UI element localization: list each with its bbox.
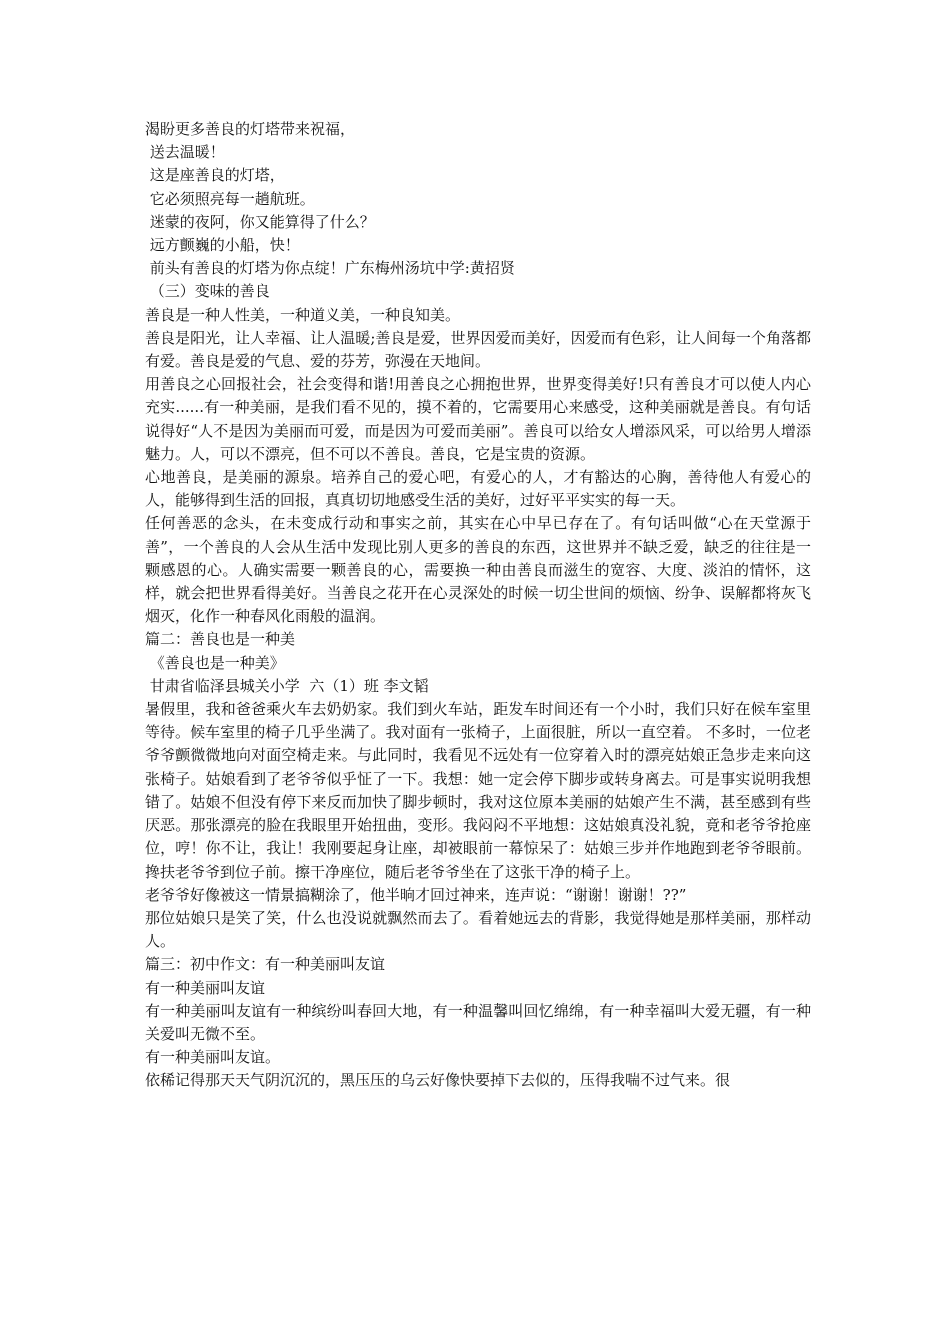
paragraph: 心地善良，是美丽的源泉。培养自己的爱心吧，有爱心的人，才有豁达的心胸，善待他人有爱心的人，能够得到生活的回报，真真切切地感受生活的美好，过好平平实实的每一天。: [145, 468, 811, 510]
poem-line: 这是座善良的灯塔，: [145, 166, 285, 185]
paragraph: 暑假里，我和爸爸乘火车去奶奶家。我们到火车站，距发车时间还有一个小时，我们只好在候车室里等待。候车室里的椅子几乎坐满了。我对面有一张椅子，上面很脏，所以一直空着。 不多时，一位老爷爷颤微微地向对面空椅走来。与此同时，我看见不远处有一位穿着入时的漂亮姑娘正急步走来向这张椅子。姑娘看到了老爷爷似乎怔了一下。我想：她一定会停下脚步或转身离去。可是事实说明我想错了。姑娘不但没有停下来反而加快了脚步顿时，我对这位原本美丽的姑娘产生不满，甚至感到有些厌恶。那张漂亮的脸在我眼里开始扭曲，变形。我闷闷不平地想：这姑娘真没礼貌，竟和老爷爷抢座位，哼！你不让，我让！我刚要起身让座，却被眼前一幕惊呆了：姑娘三步并作地跑到老爷爷眼前。搀扶老爷爷到位子前。擦干净座位，随后老爷爷坐在了这张干净的椅子上。: [145, 700, 811, 881]
paragraph: 任何善恶的念头，在未变成行动和事实之前，其实在心中早已存在了。有句话叫做“心在天堂源于善”，一个善良的人会从生活中发现比别人更多的善良的东西，这世界并不缺乏爱，缺乏的往往是一颗感恩的心。人确实需要一颗善良的心，需要换一种由善良而滋生的宽容、大度、淡泊的情怀，这样，就会把世界看得美好。当善良之花开在心灵深处的时候一切尘世间的烦恼、纷争、误解都将灰飞烟灭，化作一种春风化雨般的温润。: [145, 514, 811, 626]
paragraph: 善良是一种人性美，一种道义美，一种良知美。: [145, 305, 461, 324]
paragraph: 善良是阳光，让人幸福、让人温暖;善良是爱，世界因爱而美好，因爱而有色彩，让人间每一个角落都有爱。善良是爱的气息、爱的芬芳，弥漫在天地间。: [145, 328, 811, 371]
part-heading: 篇二：善良也是一种美: [145, 630, 296, 649]
poem-line: 送去温暖！: [145, 143, 225, 162]
document-body: [145, 118, 811, 1093]
section-heading: （三）变味的善良: [145, 282, 270, 301]
poem-line: 它必须照亮每一趟航班。: [145, 189, 315, 208]
paragraph: 有一种美丽叫友谊有一种缤纷叫春回大地，有一种温馨叫回忆绵绵，有一种幸福叫大爱无疆，有一种关爱叫无微不至。: [145, 1001, 811, 1043]
paragraph: 依稀记得那天天气阴沉沉的，黑压压的乌云好像快要掉下去似的，压得我喘不过气来。很: [145, 1071, 731, 1090]
poem-line: 迷蒙的夜阿，你又能算得了什么？: [145, 212, 375, 231]
essay-title: 《善良也是一种美》: [145, 653, 285, 672]
paragraph: 用善良之心回报社会，社会变得和谐!用善良之心拥抱世界，世界变得美好!只有善良才可以使人内心充实......有一种美丽，是我们看不见的，摸不着的，它需要用心来感受，这种美丽就是善良。有句话说得好“人不是因为美丽而可爱，而是因为可爱而美丽”。善良可以给女人增添风采，可以给男人增添魅力。人，可以不漂亮，但不可以不善良。善良，它是宝贵的资源。: [145, 375, 811, 463]
poem-line: 远方颤巍的小船，快！: [145, 236, 300, 255]
paragraph: 有一种美丽叫友谊: [145, 978, 266, 997]
paragraph: 老爷爷好像被这一情景搞糊涂了，他半晌才回过神来，连声说：“谢谢！谢谢！??”: [145, 885, 687, 904]
part-heading: 篇三：初中作文：有一种美丽叫友谊: [145, 955, 386, 974]
poem-line: 前头有善良的灯塔为你点绽！广东梅州汤坑中学:黄招贤: [145, 259, 515, 278]
paragraph: 那位姑娘只是笑了笑，什么也没说就飘然而去了。看着她远去的背影，我觉得她是那样美丽，那样动人。: [145, 908, 811, 951]
paragraph: 有一种美丽叫友谊。: [145, 1048, 281, 1067]
poem-line: 渴盼更多善良的灯塔带来祝福，: [145, 120, 356, 138]
essay-author: 甘肃省临泽县城关小学 六（1）班 李文韬: [145, 676, 429, 695]
